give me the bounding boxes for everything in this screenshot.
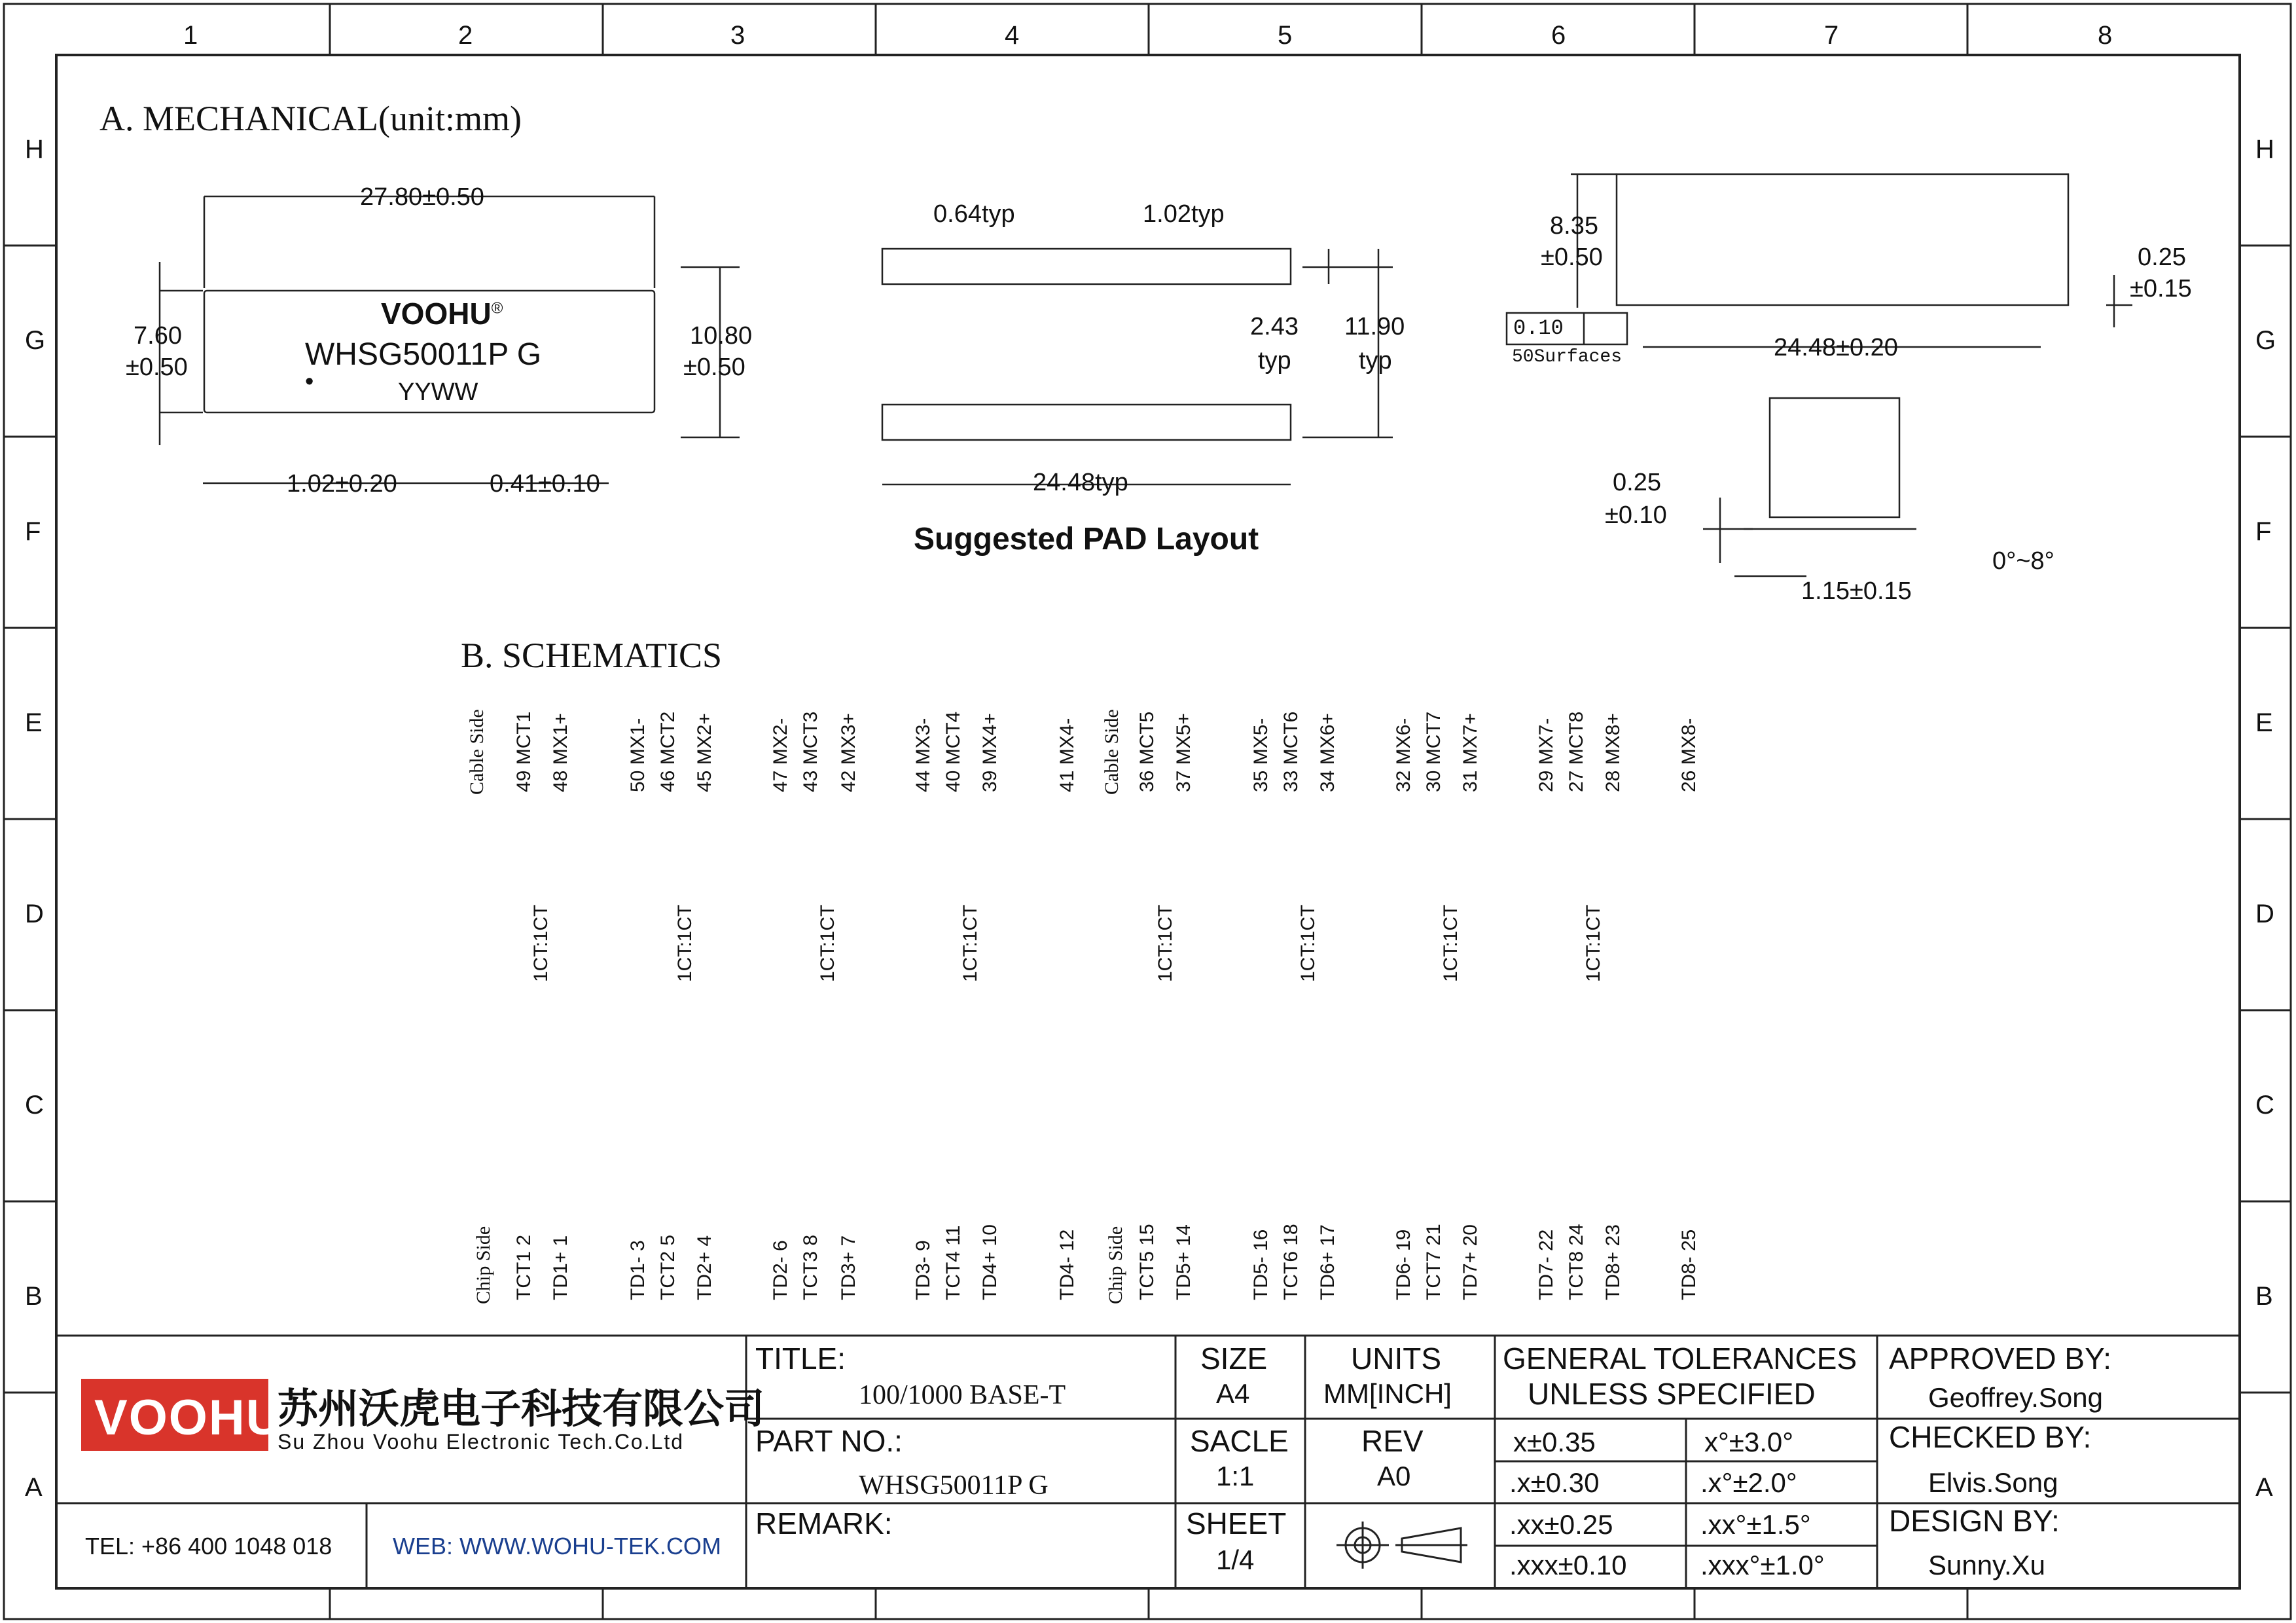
transformer-ratio-label: 1CT:1CT — [1297, 904, 1319, 982]
row-label-a-right: A — [2255, 1473, 2273, 1502]
row-label-c-right: C — [2255, 1091, 2274, 1120]
company-telephone: TEL: +86 400 1048 018 — [85, 1533, 332, 1559]
pad-span-value: 11.90 — [1344, 313, 1405, 340]
cable-pin-label: 43 MCT3 — [800, 711, 821, 792]
chip-side-label-2: Chip Side — [1105, 1226, 1126, 1304]
approved-by-value: Geoffrey.Song — [1928, 1382, 2103, 1413]
chip-pin-label: TD5+ 14 — [1173, 1224, 1194, 1300]
company-name-english: Su Zhou Voohu Electronic Tech.Co.Ltd — [278, 1430, 685, 1453]
chip-pin-label: TD8+ 23 — [1602, 1224, 1624, 1300]
pad-layout-caption: Suggested PAD Layout — [914, 522, 1259, 556]
cable-pin-label: 40 MCT4 — [942, 711, 964, 792]
pin-pitch-dimension: 1.02±0.20 — [287, 470, 397, 498]
chip-pin-label: TD4+ 10 — [979, 1224, 1001, 1300]
tolerance-heading-line1: GENERAL TOLERANCES — [1503, 1341, 1857, 1376]
chip-pin-label: TD2- 6 — [770, 1240, 791, 1300]
top-view-overall-height-value: 10.80 — [690, 322, 753, 350]
chip-pin-label: TD1+ 1 — [550, 1235, 571, 1300]
pin-width-dimension: 0.41±0.10 — [490, 470, 600, 498]
end-view-lead-tolerance: ±0.10 — [1605, 501, 1667, 529]
cable-pin-label: 30 MCT7 — [1423, 711, 1444, 792]
chip-pin-label: TD1- 3 — [627, 1240, 649, 1300]
chip-pin-label: TD6- 19 — [1393, 1229, 1414, 1300]
cable-pin-label: 35 MX5- — [1250, 718, 1272, 792]
approved-by-label: APPROVED BY: — [1889, 1341, 2112, 1376]
transformer-ratio-label: 1CT:1CT — [1583, 904, 1604, 982]
pad-pitch-dimension: 1.02typ — [1143, 200, 1225, 228]
chip-pin-label: TD3- 9 — [912, 1240, 934, 1300]
side-view-lead-thickness-tolerance: ±0.15 — [2130, 275, 2192, 302]
cable-side-label-1: Cable Side — [466, 709, 488, 795]
chip-pin-label: TCT7 21 — [1423, 1224, 1444, 1300]
row-label-c: C — [25, 1091, 44, 1120]
pad-span-typ: typ — [1359, 347, 1392, 374]
cable-pin-label: 48 MX1+ — [550, 713, 571, 792]
marking-brand-text: VOOHU — [381, 297, 492, 331]
pad-length-value: 2.43 — [1250, 313, 1299, 340]
column-label-1: 1 — [183, 21, 198, 50]
chip-pin-label: TCT5 15 — [1136, 1224, 1158, 1300]
part-number-label: PART NO.: — [755, 1424, 903, 1458]
side-view-lead-span-dimension: 24.48±0.20 — [1774, 334, 1898, 361]
chip-pin-label: TD2+ 4 — [694, 1235, 715, 1300]
checked-by-label: CHECKED BY: — [1889, 1420, 2092, 1454]
mechanical-section-title: A. MECHANICAL(unit:mm) — [99, 99, 522, 138]
row-label-g: G — [25, 326, 46, 355]
cable-pin-label: 49 MCT1 — [513, 711, 535, 792]
revision-value: A0 — [1377, 1461, 1411, 1491]
side-view-height-tolerance: ±0.50 — [1541, 244, 1603, 271]
cable-pin-label: 27 MCT8 — [1566, 711, 1587, 792]
column-label-2: 2 — [458, 21, 473, 50]
company-logo-text: VOOHU — [94, 1390, 283, 1446]
cable-pin-label: 34 MX6+ — [1317, 713, 1338, 792]
transformer-ratio-label: 1CT:1CT — [1155, 904, 1176, 982]
cable-pin-label: 42 MX3+ — [838, 713, 859, 792]
designed-by-value: Sunny.Xu — [1928, 1550, 2046, 1580]
column-label-7: 7 — [1824, 21, 1839, 50]
top-view-width-dimension: 27.80±0.50 — [360, 183, 484, 211]
flatness-note: 50Surfaces — [1512, 347, 1623, 367]
transformer-ratio-label: 1CT:1CT — [817, 904, 838, 982]
chip-pin-label: TCT4 11 — [942, 1225, 964, 1300]
chip-pin-label: TCT8 24 — [1566, 1224, 1587, 1300]
row-label-b: B — [25, 1282, 43, 1311]
cable-pin-label: 36 MCT5 — [1136, 711, 1158, 792]
column-label-8: 8 — [2098, 21, 2113, 50]
row-label-h-right: H — [2255, 135, 2274, 164]
sheet-value: 1/4 — [1216, 1544, 1255, 1575]
size-label: SIZE — [1200, 1341, 1268, 1376]
part-number-value: WHSG50011P G — [859, 1470, 1049, 1501]
row-label-f-right: F — [2255, 517, 2272, 546]
tolerance-x2-angle: .xx°±1.5° — [1700, 1509, 1811, 1540]
title-value: 100/1000 BASE-T — [859, 1380, 1066, 1410]
tolerance-x1: .x±0.30 — [1509, 1467, 1600, 1498]
column-label-6: 6 — [1551, 21, 1566, 50]
chip-pin-label: TCT1 2 — [513, 1234, 535, 1300]
company-website-link[interactable]: WEB: WWW.WOHU-TEK.COM — [393, 1533, 721, 1559]
top-view-overall-height-tolerance: ±0.50 — [683, 354, 745, 381]
end-view-foot-dimension: 1.15±0.15 — [1801, 577, 1912, 605]
units-value: MM[INCH] — [1323, 1378, 1452, 1409]
units-label: UNITS — [1351, 1341, 1441, 1376]
cable-pin-label: 32 MX6- — [1393, 718, 1414, 792]
company-logo — [81, 1379, 283, 1451]
pad-length-typ: typ — [1258, 347, 1291, 374]
cable-pin-label: 29 MX7- — [1535, 718, 1557, 792]
column-label-4: 4 — [1005, 21, 1020, 50]
cable-pin-label: 50 MX1- — [627, 718, 649, 792]
row-label-h: H — [25, 135, 44, 164]
row-label-b-right: B — [2255, 1282, 2273, 1311]
company-name-chinese: 苏州沃虎电子科技有限公司 — [278, 1387, 765, 1432]
scale-value: 1:1 — [1216, 1461, 1255, 1491]
cable-pin-label: 46 MCT2 — [657, 711, 679, 792]
tolerance-x: x±0.35 — [1513, 1427, 1596, 1457]
chip-pin-label: TD3+ 7 — [838, 1235, 859, 1300]
checked-by-value: Elvis.Song — [1928, 1467, 2058, 1498]
transformer-ratio-label: 1CT:1CT — [1440, 904, 1462, 982]
cable-pin-label: 31 MX7+ — [1460, 713, 1481, 792]
pad-width-dimension: 0.64typ — [933, 200, 1015, 228]
transformer-ratio-label: 1CT:1CT — [530, 904, 552, 982]
row-label-e-right: E — [2255, 708, 2273, 737]
cable-side-label-2: Cable Side — [1101, 709, 1122, 795]
marking-date-code: YYWW — [398, 378, 478, 406]
cable-pin-label: 41 MX4- — [1056, 718, 1078, 792]
end-view-angle: 0°~8° — [1992, 547, 2054, 575]
cable-pin-label: 37 MX5+ — [1173, 713, 1194, 792]
top-view-body-height-tolerance: ±0.50 — [126, 354, 188, 381]
end-view-lead-value: 0.25 — [1613, 469, 1661, 496]
remark-label: REMARK: — [755, 1506, 893, 1541]
row-label-d-right: D — [2255, 900, 2274, 928]
row-label-f: F — [25, 517, 41, 546]
chip-pin-label: TD6+ 17 — [1317, 1224, 1338, 1300]
tolerance-x2: .xx±0.25 — [1509, 1509, 1613, 1540]
scale-label: SACLE — [1190, 1424, 1289, 1458]
cable-pin-label: 28 MX8+ — [1602, 713, 1624, 792]
side-view-height-value: 8.35 — [1550, 212, 1598, 240]
transformer-ratio-label: 1CT:1CT — [960, 904, 981, 982]
chip-pin-label: TD4- 12 — [1056, 1229, 1078, 1300]
chip-pin-label: TCT3 8 — [800, 1234, 821, 1300]
cable-pin-label: 39 MX4+ — [979, 713, 1001, 792]
chip-pin-label: TD7+ 20 — [1460, 1224, 1481, 1300]
chip-pin-label: TD5- 16 — [1250, 1229, 1272, 1300]
side-view-lead-thickness-value: 0.25 — [2138, 244, 2186, 271]
tolerance-x3: .xxx±0.10 — [1509, 1550, 1627, 1580]
pad-row-length-dimension: 24.48typ — [1033, 469, 1128, 496]
cable-pin-label: 26 MX8- — [1678, 718, 1700, 792]
marking-registered-mark: ® — [491, 299, 503, 318]
flatness-value: 0.10 — [1513, 316, 1564, 340]
chip-pin-label: TCT2 5 — [657, 1234, 679, 1300]
title-label: TITLE: — [755, 1341, 846, 1376]
cable-pin-label: 44 MX3- — [912, 718, 934, 792]
chip-side-label-1: Chip Side — [473, 1226, 494, 1304]
row-label-e: E — [25, 708, 43, 737]
tolerance-heading-line2: UNLESS SPECIFIED — [1528, 1377, 1816, 1411]
sheet-label: SHEET — [1186, 1506, 1287, 1541]
column-label-3: 3 — [730, 21, 745, 50]
chip-pin-label: TD8- 25 — [1678, 1229, 1700, 1300]
top-view-body-height-value: 7.60 — [134, 322, 182, 350]
chip-pin-label: TD7- 22 — [1535, 1229, 1557, 1300]
tolerance-x-angle: x°±3.0° — [1704, 1427, 1794, 1457]
projection-symbol-icon — [1323, 1512, 1480, 1578]
marking-brand — [381, 299, 503, 329]
row-label-g-right: G — [2255, 326, 2276, 355]
marking-part-number: WHSG50011P G — [305, 337, 542, 372]
cable-pin-label: 45 MX2+ — [694, 713, 715, 792]
column-label-5: 5 — [1278, 21, 1293, 50]
cable-pin-label: 47 MX2- — [770, 718, 791, 792]
tolerance-x3-angle: .xxx°±1.0° — [1700, 1550, 1825, 1580]
cable-pin-label: 33 MCT6 — [1280, 711, 1302, 792]
transformer-ratio-label: 1CT:1CT — [674, 904, 696, 982]
row-label-d: D — [25, 900, 44, 928]
tolerance-x1-angle: .x°±2.0° — [1700, 1467, 1797, 1498]
size-value: A4 — [1216, 1378, 1250, 1409]
designed-by-label: DESIGN BY: — [1889, 1504, 2060, 1538]
schematics-diagram — [458, 694, 1702, 1336]
marking-pin1-dot: • — [305, 368, 314, 395]
row-label-a: A — [25, 1473, 43, 1502]
schematics-section-title: B. SCHEMATICS — [461, 636, 723, 675]
chip-pin-label: TCT6 18 — [1280, 1224, 1302, 1300]
revision-label: REV — [1361, 1424, 1424, 1458]
